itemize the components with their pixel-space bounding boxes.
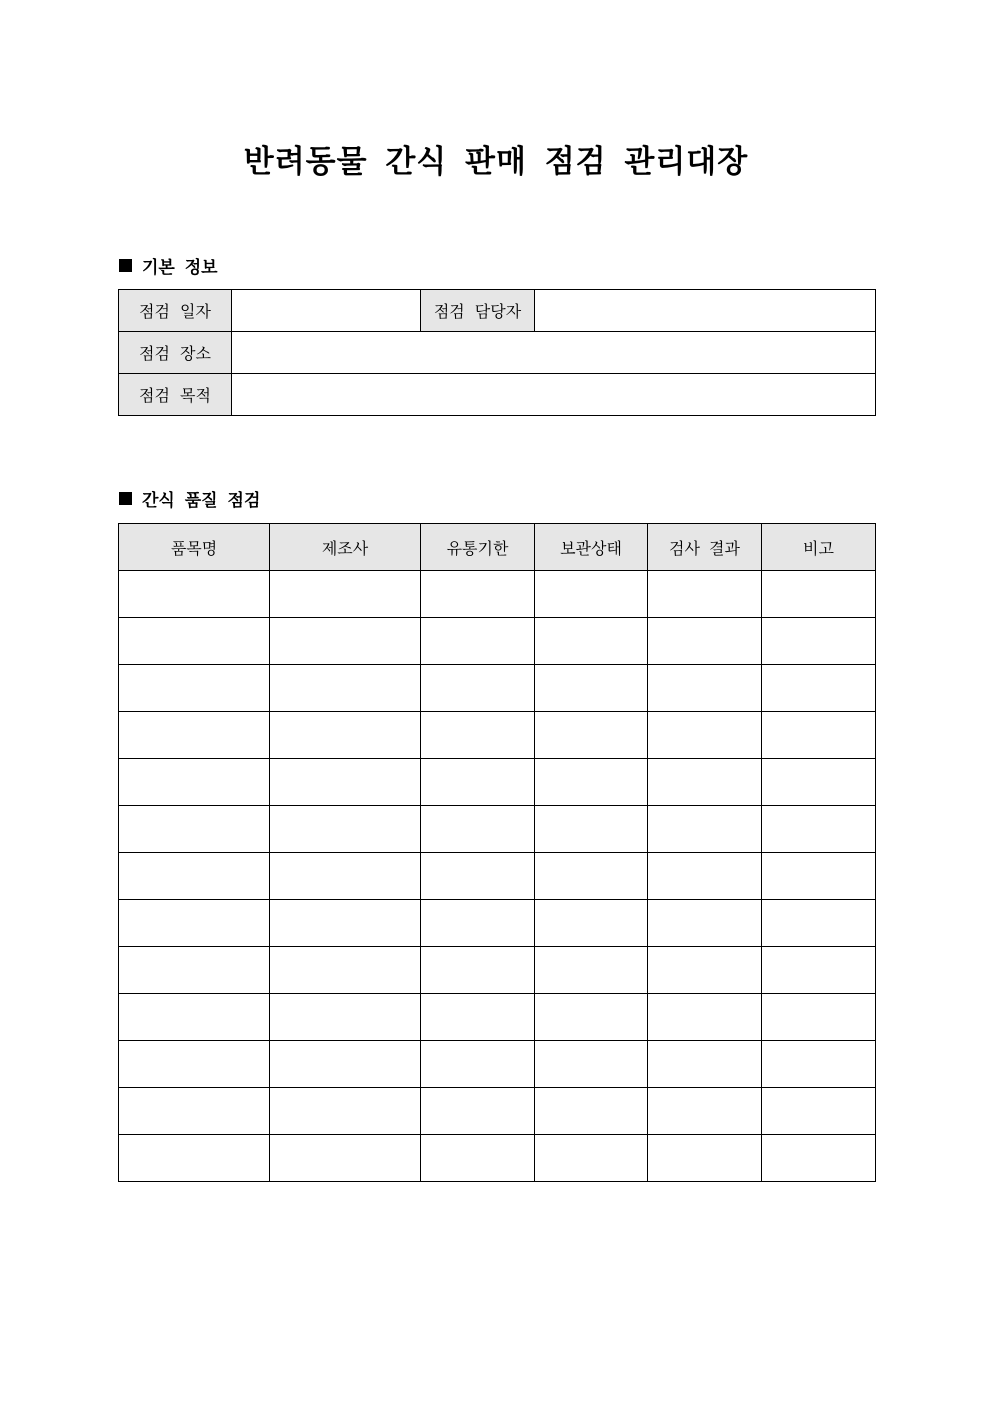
expiry-date-cell[interactable]: [421, 712, 535, 759]
remarks-cell[interactable]: [762, 900, 876, 947]
basic-info-heading-text: 기본 정보: [142, 258, 218, 278]
inspection-result-cell[interactable]: [648, 759, 762, 806]
item-name-cell[interactable]: [119, 853, 270, 900]
storage-condition-cell[interactable]: [535, 900, 648, 947]
item-name-cell[interactable]: [119, 759, 270, 806]
manufacturer-cell[interactable]: [270, 1041, 421, 1088]
storage-condition-cell[interactable]: [535, 1041, 648, 1088]
table-row: [119, 1135, 876, 1182]
inspection-result-cell[interactable]: [648, 665, 762, 712]
expiry-date-cell[interactable]: [421, 618, 535, 665]
remarks-cell[interactable]: [762, 947, 876, 994]
remarks-cell[interactable]: [762, 759, 876, 806]
inspection-result-cell[interactable]: [648, 571, 762, 618]
inspection-result-cell[interactable]: [648, 853, 762, 900]
item-name-cell[interactable]: [119, 712, 270, 759]
column-header-expiry-date: 유통기한: [421, 524, 535, 571]
manufacturer-cell[interactable]: [270, 618, 421, 665]
storage-condition-cell[interactable]: [535, 571, 648, 618]
storage-condition-cell[interactable]: [535, 1088, 648, 1135]
quality-check-heading-text: 간식 품질 점검: [142, 491, 261, 511]
square-bullet-icon: [119, 259, 132, 272]
manufacturer-cell[interactable]: [270, 759, 421, 806]
table-row: [119, 571, 876, 618]
expiry-date-cell[interactable]: [421, 1088, 535, 1135]
remarks-cell[interactable]: [762, 994, 876, 1041]
column-header-manufacturer: 제조사: [270, 524, 421, 571]
item-name-cell[interactable]: [119, 1041, 270, 1088]
inspection-result-cell[interactable]: [648, 1135, 762, 1182]
quality-check-heading: [119, 486, 260, 511]
expiry-date-cell[interactable]: [421, 759, 535, 806]
item-name-cell[interactable]: [119, 947, 270, 994]
expiry-date-cell[interactable]: [421, 1041, 535, 1088]
table-row: [119, 994, 876, 1041]
expiry-date-cell[interactable]: [421, 571, 535, 618]
expiry-date-cell[interactable]: [421, 806, 535, 853]
storage-condition-cell[interactable]: [535, 712, 648, 759]
table-header-row: [119, 524, 876, 571]
item-name-cell[interactable]: [119, 571, 270, 618]
expiry-date-cell[interactable]: [421, 947, 535, 994]
inspection-result-cell[interactable]: [648, 947, 762, 994]
storage-condition-cell[interactable]: [535, 759, 648, 806]
column-header-item-name: 품목명: [119, 524, 270, 571]
manufacturer-cell[interactable]: [270, 1135, 421, 1182]
table-row: [119, 806, 876, 853]
storage-condition-cell[interactable]: [535, 665, 648, 712]
storage-condition-cell[interactable]: [535, 1135, 648, 1182]
expiry-date-cell[interactable]: [421, 665, 535, 712]
table-row: [119, 1088, 876, 1135]
square-bullet-icon: [119, 492, 132, 505]
storage-condition-cell[interactable]: [535, 947, 648, 994]
remarks-cell[interactable]: [762, 1135, 876, 1182]
remarks-cell[interactable]: [762, 571, 876, 618]
manufacturer-cell[interactable]: [270, 1088, 421, 1135]
expiry-date-cell[interactable]: [421, 1135, 535, 1182]
inspection-result-cell[interactable]: [648, 1041, 762, 1088]
basic-info-row-date: [119, 290, 876, 332]
table-row: [119, 947, 876, 994]
column-header-remarks: 비고: [762, 524, 876, 571]
storage-condition-cell[interactable]: [535, 618, 648, 665]
item-name-cell[interactable]: [119, 1135, 270, 1182]
item-name-cell[interactable]: [119, 665, 270, 712]
inspection-purpose-field[interactable]: [232, 374, 876, 416]
table-row: [119, 900, 876, 947]
item-name-cell[interactable]: [119, 994, 270, 1041]
item-name-cell[interactable]: [119, 618, 270, 665]
inspection-location-field[interactable]: [232, 332, 876, 374]
expiry-date-cell[interactable]: [421, 900, 535, 947]
basic-info-table: [118, 289, 876, 416]
manufacturer-cell[interactable]: [270, 947, 421, 994]
inspection-result-cell[interactable]: [648, 712, 762, 759]
item-name-cell[interactable]: [119, 806, 270, 853]
manufacturer-cell[interactable]: [270, 571, 421, 618]
remarks-cell[interactable]: [762, 1041, 876, 1088]
inspection-result-cell[interactable]: [648, 1088, 762, 1135]
basic-info-heading: [119, 253, 218, 278]
inspection-result-cell[interactable]: [648, 994, 762, 1041]
manufacturer-cell[interactable]: [270, 853, 421, 900]
storage-condition-cell[interactable]: [535, 853, 648, 900]
table-row: [119, 618, 876, 665]
inspection-result-cell[interactable]: [648, 900, 762, 947]
expiry-date-cell[interactable]: [421, 994, 535, 1041]
inspection-date-field[interactable]: [232, 290, 421, 332]
remarks-cell[interactable]: [762, 806, 876, 853]
basic-info-row-location: [119, 332, 876, 374]
manufacturer-cell[interactable]: [270, 806, 421, 853]
storage-condition-cell[interactable]: [535, 806, 648, 853]
remarks-cell[interactable]: [762, 853, 876, 900]
remarks-cell[interactable]: [762, 1088, 876, 1135]
table-row: [119, 712, 876, 759]
remarks-cell[interactable]: [762, 712, 876, 759]
manufacturer-cell[interactable]: [270, 900, 421, 947]
manufacturer-cell[interactable]: [270, 665, 421, 712]
column-header-inspection-result: 검사 결과: [648, 524, 762, 571]
inspection-result-cell[interactable]: [648, 806, 762, 853]
storage-condition-cell[interactable]: [535, 994, 648, 1041]
inspector-field[interactable]: [535, 290, 876, 332]
table-row: [119, 665, 876, 712]
manufacturer-cell[interactable]: [270, 994, 421, 1041]
expiry-date-cell[interactable]: [421, 853, 535, 900]
table-row: [119, 1041, 876, 1088]
inspection-result-cell[interactable]: [648, 618, 762, 665]
item-name-cell[interactable]: [119, 900, 270, 947]
inspector-label: 점검 담당자: [421, 290, 535, 332]
table-row: [119, 853, 876, 900]
quality-check-table: [118, 523, 876, 1182]
basic-info-row-purpose: [119, 374, 876, 416]
table-row: [119, 759, 876, 806]
manufacturer-cell[interactable]: [270, 712, 421, 759]
inspection-purpose-label: 점검 목적: [119, 374, 232, 416]
inspection-date-label: 점검 일자: [119, 290, 232, 332]
remarks-cell[interactable]: [762, 618, 876, 665]
quality-table-body: [119, 571, 876, 1182]
remarks-cell[interactable]: [762, 665, 876, 712]
page-title: 반려동물 간식 판매 점검 관리대장: [243, 144, 749, 180]
column-header-storage-condition: 보관상태: [535, 524, 648, 571]
item-name-cell[interactable]: [119, 1088, 270, 1135]
inspection-location-label: 점검 장소: [119, 332, 232, 374]
